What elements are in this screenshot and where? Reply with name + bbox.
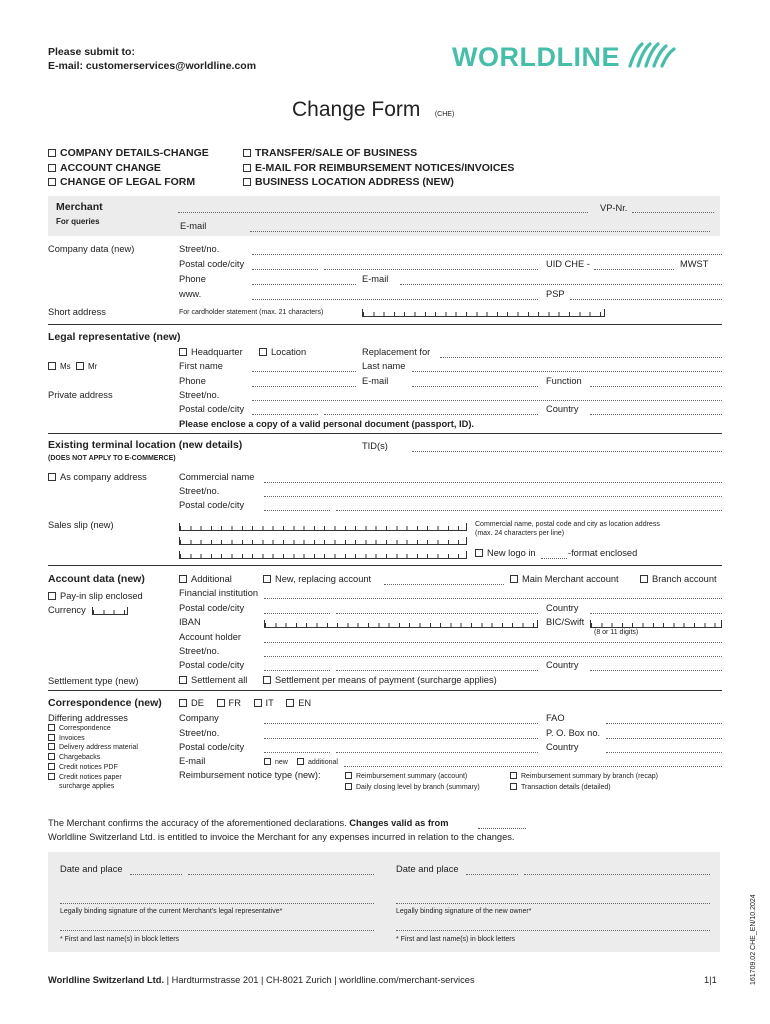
- settlement-type-label: Settlement type (new): [48, 676, 139, 686]
- terminal-street-field[interactable]: [264, 496, 722, 497]
- checkbox[interactable]: [510, 575, 518, 583]
- checkbox[interactable]: [48, 473, 56, 481]
- terminal-note: (DOES NOT APPLY TO E-COMMERCE): [48, 455, 176, 462]
- submit-to-label: Please submit to:: [48, 46, 135, 58]
- footer-company: Worldline Switzerland Ltd.: [48, 975, 165, 985]
- checkbox[interactable]: [475, 549, 483, 557]
- form-title: [292, 98, 454, 122]
- diff-delivery[interactable]: Delivery address material: [48, 743, 138, 753]
- settlement-payment-option[interactable]: Settlement per means of payment (surcharge applies): [263, 675, 497, 685]
- www-field[interactable]: [252, 299, 538, 300]
- account-heading: Account data (new): [48, 573, 145, 585]
- main-merchant-option[interactable]: Main Merchant account: [510, 574, 619, 584]
- legal-email-label: E-mail: [362, 376, 389, 386]
- format-enclosed-label: -format enclosed: [568, 548, 638, 558]
- account-city-field[interactable]: [336, 613, 538, 614]
- logo-text: WORLDLINE: [452, 42, 620, 72]
- confirm-line-1: [48, 818, 448, 828]
- bic-note: (8 or 11 digits): [594, 629, 639, 636]
- change-email-reimbursement[interactable]: E-MAIL FOR REIMBURSEMENT NOTICES/INVOICES: [243, 161, 514, 176]
- account-country-field[interactable]: [590, 613, 722, 614]
- checkbox[interactable]: [640, 575, 648, 583]
- sig-new-label: Legally binding signature of the new owner*: [396, 908, 532, 915]
- checkbox[interactable]: [48, 743, 55, 750]
- phone-label: Phone: [179, 274, 206, 284]
- checkbox[interactable]: [48, 164, 56, 172]
- enclose-note: Please enclose a copy of a valid personal document (passport, ID).: [179, 419, 475, 429]
- private-address-label: Private address: [48, 390, 113, 400]
- checkbox[interactable]: [510, 772, 517, 779]
- account-street-label: Street/no.: [179, 646, 220, 656]
- short-address-boxes[interactable]: [362, 309, 605, 317]
- legal-postal-label: Postal code/city: [179, 404, 245, 414]
- terminal-postal-field[interactable]: [264, 510, 330, 511]
- divider: [48, 324, 722, 325]
- email-additional-option[interactable]: additional: [297, 758, 338, 766]
- terminal-city-field[interactable]: [336, 510, 722, 511]
- reimb-summary-branch[interactable]: Reimbursement summary by branch (recap): [510, 772, 658, 780]
- iban-boxes[interactable]: [264, 620, 538, 628]
- function-field[interactable]: [590, 386, 722, 387]
- settlement-all-option[interactable]: Settlement all: [179, 675, 247, 685]
- bic-label: BIC/Swift: [546, 617, 585, 627]
- new-logo-option[interactable]: New logo in: [475, 548, 536, 558]
- merchant-heading: Merchant: [56, 201, 103, 213]
- for-queries-label: For queries: [56, 217, 100, 226]
- checkbox[interactable]: [76, 362, 84, 370]
- account-postal-label: Postal code/city: [179, 603, 245, 613]
- title-main: Change Form: [292, 98, 421, 121]
- postal-label: Postal code/city: [179, 259, 245, 269]
- checkbox[interactable]: [243, 178, 251, 186]
- mr-option[interactable]: Mr: [76, 362, 97, 371]
- account-country2-field[interactable]: [590, 670, 722, 671]
- last-name-label: Last name: [362, 361, 406, 371]
- bic-boxes[interactable]: [590, 620, 722, 628]
- checkbox[interactable]: [510, 783, 517, 790]
- tid-field[interactable]: [412, 451, 722, 452]
- footer-address: [48, 975, 475, 985]
- terminal-postal-label: Postal code/city: [179, 500, 245, 510]
- corr-country-label: Country: [546, 742, 579, 752]
- lang-de-option[interactable]: DE: [179, 698, 204, 708]
- changes-valid-label: Changes valid as from: [349, 818, 449, 828]
- merchant-email-label: E-mail: [180, 221, 207, 231]
- cardholder-note: For cardholder statement (max. 21 characters): [179, 309, 324, 316]
- account-city2-field[interactable]: [336, 670, 538, 671]
- legal-postal-field[interactable]: [252, 414, 318, 415]
- account-postal2-field[interactable]: [264, 670, 330, 671]
- legal-email-field[interactable]: [412, 386, 538, 387]
- www-label: www.: [179, 289, 202, 299]
- po-box-field[interactable]: [606, 738, 722, 739]
- differing-label: Differing addresses: [48, 713, 128, 723]
- corr-company-label: Company: [179, 713, 219, 723]
- company-data-label: Company data (new): [48, 244, 135, 254]
- checkbox[interactable]: [345, 783, 352, 790]
- currency-boxes[interactable]: [92, 607, 128, 615]
- account-country-label: Country: [546, 603, 579, 613]
- fao-label: FAO: [546, 713, 565, 723]
- slip-note-2: (max. 24 characters per line): [475, 530, 565, 537]
- tid-label: TID(s): [362, 441, 388, 451]
- slip-line-2[interactable]: [179, 537, 467, 545]
- lang-en-option[interactable]: EN: [286, 698, 311, 708]
- legal-phone-label: Phone: [179, 376, 206, 386]
- differing-list: [48, 724, 138, 792]
- logo-format-field[interactable]: [541, 558, 567, 559]
- change-types-left: [48, 146, 209, 190]
- company-email-field[interactable]: [400, 284, 722, 285]
- vp-nr-label: VP-Nr.: [600, 203, 628, 213]
- checkbox[interactable]: [48, 362, 56, 370]
- postal-code-field[interactable]: [252, 269, 318, 270]
- checkbox[interactable]: [48, 149, 56, 157]
- account-street-field[interactable]: [264, 656, 722, 657]
- commercial-name-label: Commercial name: [179, 472, 255, 482]
- slip-note-1: Commercial name, postal code and city as location address: [475, 521, 660, 528]
- logo-waves-icon: [626, 40, 678, 70]
- confirm-text: The Merchant confirms the accuracy of the aforementioned declarations.: [48, 818, 347, 828]
- city-field[interactable]: [324, 269, 538, 270]
- first-name-field[interactable]: [252, 371, 356, 372]
- language-options: [179, 698, 311, 708]
- signature-current-field[interactable]: [60, 903, 374, 904]
- financial-field[interactable]: [264, 598, 722, 599]
- checkbox[interactable]: [48, 763, 55, 770]
- change-company-details[interactable]: COMPANY DETAILS-CHANGE: [48, 146, 209, 161]
- reimb-transaction-details[interactable]: Transaction details (detailed): [510, 783, 611, 791]
- place-left-field[interactable]: [188, 874, 374, 875]
- location-option[interactable]: Location: [259, 347, 306, 357]
- phone-field[interactable]: [252, 284, 356, 285]
- checkbox[interactable]: [263, 676, 271, 684]
- replacing-account-field[interactable]: [384, 584, 504, 585]
- place-right-field[interactable]: [524, 874, 710, 875]
- divider: [48, 565, 722, 566]
- financial-label: Financial institution: [179, 588, 259, 598]
- checkbox[interactable]: [48, 178, 56, 186]
- account-postal2-label: Postal code/city: [179, 660, 245, 670]
- legal-street-label: Street/no.: [179, 390, 220, 400]
- divider: [48, 433, 722, 434]
- new-replacing-option[interactable]: New, replacing account: [263, 574, 371, 584]
- street-label: Street/no.: [179, 244, 220, 254]
- footer-address-text: | Hardturmstrasse 201 | CH-8021 Zurich | worldline.com/merchant-services: [166, 975, 475, 985]
- merchant-email-field[interactable]: [250, 231, 710, 232]
- mwst-label: MWST: [680, 259, 709, 269]
- checkbox[interactable]: [48, 724, 55, 731]
- legal-heading: Legal representative (new): [48, 331, 181, 343]
- correspondence-heading: Correspondence (new): [48, 697, 162, 709]
- checkbox[interactable]: [48, 734, 55, 741]
- checkbox[interactable]: [286, 699, 294, 707]
- reimb-daily-closing[interactable]: Daily closing level by branch (summary): [345, 783, 480, 791]
- psp-field[interactable]: [570, 299, 722, 300]
- checkbox[interactable]: [345, 772, 352, 779]
- change-account[interactable]: ACCOUNT CHANGE: [48, 161, 209, 176]
- commercial-name-field[interactable]: [264, 482, 722, 483]
- checkbox[interactable]: [263, 575, 271, 583]
- name-new-field[interactable]: [396, 930, 710, 931]
- corr-country-field[interactable]: [606, 752, 722, 753]
- first-last-right: * First and last name(s) in block letters: [396, 936, 516, 943]
- last-name-field[interactable]: [412, 371, 722, 372]
- fao-field[interactable]: [606, 723, 722, 724]
- pay-in-option[interactable]: Pay-in slip enclosed: [48, 591, 143, 601]
- first-name-label: First name: [179, 361, 223, 371]
- change-types-right: [243, 146, 514, 190]
- date-right-field[interactable]: [466, 874, 518, 875]
- street-field[interactable]: [252, 254, 722, 255]
- title-suffix: (CHE): [434, 111, 455, 118]
- checkbox[interactable]: [179, 575, 187, 583]
- replacement-label: Replacement for: [362, 347, 431, 357]
- corr-email-label: E-mail: [179, 756, 206, 766]
- uid-label: UID CHE -: [546, 259, 590, 269]
- diff-invoices[interactable]: Invoices: [48, 734, 138, 744]
- corr-postal-label: Postal code/city: [179, 742, 245, 752]
- sales-slip-label: Sales slip (new): [48, 520, 114, 530]
- diff-chargebacks[interactable]: Chargebacks: [48, 753, 138, 763]
- date-left-field[interactable]: [130, 874, 182, 875]
- holder-field[interactable]: [264, 642, 722, 643]
- checkbox[interactable]: [48, 592, 56, 600]
- first-last-left: * First and last name(s) in block letters: [60, 936, 180, 943]
- change-business-location[interactable]: BUSINESS LOCATION ADDRESS (NEW): [243, 175, 514, 190]
- uid-field[interactable]: [594, 269, 674, 270]
- merchant-box: [48, 196, 720, 236]
- checkbox[interactable]: [264, 758, 271, 765]
- account-country2-label: Country: [546, 660, 579, 670]
- corr-street-field[interactable]: [264, 738, 538, 739]
- psp-label: PSP: [546, 289, 565, 299]
- corr-email-field[interactable]: [344, 766, 722, 767]
- submit-email: E-mail: customerservices@worldline.com: [48, 60, 257, 72]
- legal-city-field[interactable]: [324, 414, 538, 415]
- lang-it-option[interactable]: IT: [254, 698, 274, 708]
- checkbox[interactable]: [217, 699, 225, 707]
- vp-nr-field[interactable]: [632, 212, 714, 213]
- corr-company-field[interactable]: [264, 723, 538, 724]
- short-address-label: Short address: [48, 307, 106, 317]
- corr-street-label: Street/no.: [179, 728, 220, 738]
- surcharge-note: surcharge applies: [59, 783, 115, 791]
- po-box-label: P. O. Box no.: [546, 728, 601, 738]
- ms-option[interactable]: Ms: [48, 362, 71, 371]
- checkbox[interactable]: [243, 164, 251, 172]
- legal-phone-field[interactable]: [252, 386, 356, 387]
- reimb-type-label: Reimbursement notice type (new):: [179, 770, 321, 780]
- diff-correspondence[interactable]: Correspondence: [48, 724, 138, 734]
- currency-label: Currency: [48, 605, 86, 615]
- diff-credit-paper[interactable]: Credit notices paper: [48, 773, 138, 783]
- slip-line-1[interactable]: [179, 523, 467, 531]
- checkbox[interactable]: [179, 699, 187, 707]
- as-company-option[interactable]: As company address: [48, 472, 147, 482]
- confirm-line-2: Worldline Switzerland Ltd. is entitled to invoice the Merchant for any expenses incurred in relation to the changes.: [48, 832, 515, 842]
- date-place-right-label: Date and place: [396, 864, 459, 874]
- document-code: 161709.02 CHE_EN/10.2024: [750, 894, 757, 985]
- valid-from-field[interactable]: [478, 828, 526, 829]
- signature-new-field[interactable]: [396, 903, 710, 904]
- legal-country-field[interactable]: [590, 414, 722, 415]
- additional-option[interactable]: Additional: [179, 574, 232, 584]
- corr-postal-field[interactable]: [264, 752, 330, 753]
- checkbox[interactable]: [259, 348, 267, 356]
- checkbox[interactable]: [48, 753, 55, 760]
- checkbox[interactable]: [179, 676, 187, 684]
- checkbox[interactable]: [254, 699, 262, 707]
- holder-label: Account holder: [179, 632, 242, 642]
- divider: [48, 690, 722, 691]
- email-new-option[interactable]: new: [264, 758, 288, 766]
- worldline-logo: [452, 40, 678, 73]
- name-current-field[interactable]: [60, 930, 374, 931]
- company-email-label: E-mail: [362, 274, 389, 284]
- terminal-heading: Existing terminal location (new details): [48, 439, 243, 451]
- reimb-summary-account[interactable]: Reimbursement summary (account): [345, 772, 467, 780]
- branch-account-option[interactable]: Branch account: [640, 574, 717, 584]
- page-number: 1|1: [704, 975, 717, 985]
- iban-label: IBAN: [179, 617, 201, 627]
- account-postal-field[interactable]: [264, 613, 330, 614]
- corr-city-field[interactable]: [336, 752, 538, 753]
- slip-line-3[interactable]: [179, 551, 467, 559]
- legal-country-label: Country: [546, 404, 579, 414]
- headquarter-option[interactable]: Headquarter: [179, 347, 243, 357]
- change-transfer-sale[interactable]: TRANSFER/SALE OF BUSINESS: [243, 146, 514, 161]
- legal-street-field[interactable]: [252, 400, 722, 401]
- change-legal-form[interactable]: CHANGE OF LEGAL FORM: [48, 175, 209, 190]
- terminal-street-label: Street/no.: [179, 486, 220, 496]
- function-label: Function: [546, 376, 582, 386]
- merchant-name-field[interactable]: [178, 212, 588, 213]
- checkbox[interactable]: [48, 773, 55, 780]
- lang-fr-option[interactable]: FR: [217, 698, 241, 708]
- checkbox[interactable]: [179, 348, 187, 356]
- checkbox[interactable]: [243, 149, 251, 157]
- checkbox[interactable]: [297, 758, 304, 765]
- date-place-left-label: Date and place: [60, 864, 123, 874]
- sig-current-label: Legally binding signature of the current Merchant's legal representative*: [60, 908, 283, 915]
- replacement-field[interactable]: [440, 357, 722, 358]
- diff-credit-pdf[interactable]: Credit notices PDF: [48, 763, 138, 773]
